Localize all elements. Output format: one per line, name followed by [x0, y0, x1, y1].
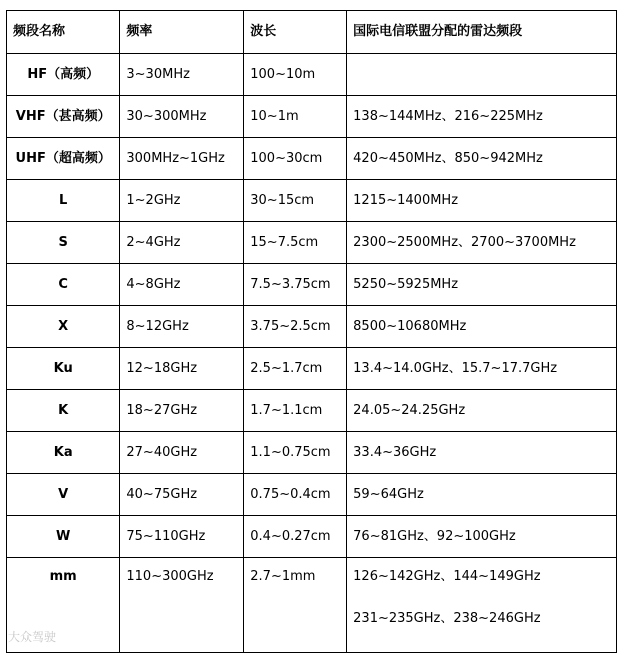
- frequency-cell: 8~12GHz: [120, 306, 244, 348]
- frequency-cell: 110~300GHz: [120, 558, 244, 653]
- table-header-row: [7, 11, 617, 54]
- band-name-cell: Ka: [7, 432, 120, 474]
- band-name-cell: C: [7, 264, 120, 306]
- header-itu-allocation: 国际电信联盟分配的雷达频段: [347, 11, 617, 54]
- wavelength-cell: 1.1~0.75cm: [244, 432, 347, 474]
- frequency-cell: 4~8GHz: [120, 264, 244, 306]
- table-row: [7, 516, 617, 558]
- allocation-cell: 59~64GHz: [347, 474, 617, 516]
- table-row: [7, 474, 617, 516]
- frequency-cell: 2~4GHz: [120, 222, 244, 264]
- band-name-cell: V: [7, 474, 120, 516]
- table-row: [7, 348, 617, 390]
- wavelength-cell: 30~15cm: [244, 180, 347, 222]
- allocation-cell: 420~450MHz、850~942MHz: [347, 138, 617, 180]
- wavelength-cell: 7.5~3.75cm: [244, 264, 347, 306]
- wavelength-cell: 10~1m: [244, 96, 347, 138]
- frequency-cell: 27~40GHz: [120, 432, 244, 474]
- wavelength-cell: 3.75~2.5cm: [244, 306, 347, 348]
- frequency-cell: 40~75GHz: [120, 474, 244, 516]
- allocation-cell: [347, 558, 617, 653]
- allocation-cell: 5250~5925MHz: [347, 264, 617, 306]
- header-frequency: 频率: [120, 11, 244, 54]
- wavelength-cell: 0.75~0.4cm: [244, 474, 347, 516]
- wavelength-cell: 1.7~1.1cm: [244, 390, 347, 432]
- band-name-cell: HF（高频）: [7, 54, 120, 96]
- radar-band-table: [6, 10, 617, 653]
- allocation-line: 126~142GHz、144~149GHz: [353, 569, 541, 584]
- table-row: [7, 138, 617, 180]
- band-name-cell: VHF（甚高频）: [7, 96, 120, 138]
- table-row: [7, 222, 617, 264]
- allocation-cell: 24.05~24.25GHz: [347, 390, 617, 432]
- table-row: [7, 180, 617, 222]
- header-band-name: 频段名称: [7, 11, 120, 54]
- band-name-cell: Ku: [7, 348, 120, 390]
- frequency-cell: 18~27GHz: [120, 390, 244, 432]
- frequency-cell: 75~110GHz: [120, 516, 244, 558]
- wavelength-cell: 15~7.5cm: [244, 222, 347, 264]
- table-row: [7, 432, 617, 474]
- wavelength-cell: 2.7~1mm: [244, 558, 347, 653]
- band-name-cell: X: [7, 306, 120, 348]
- wavelength-cell: 100~10m: [244, 54, 347, 96]
- allocation-cell: [347, 54, 617, 96]
- wavelength-cell: 2.5~1.7cm: [244, 348, 347, 390]
- allocation-cell: 1215~1400MHz: [347, 180, 617, 222]
- allocation-cell: 33.4~36GHz: [347, 432, 617, 474]
- table-row: [7, 264, 617, 306]
- frequency-cell: 12~18GHz: [120, 348, 244, 390]
- allocation-cell: 13.4~14.0GHz、15.7~17.7GHz: [347, 348, 617, 390]
- frequency-cell: 3~30MHz: [120, 54, 244, 96]
- allocation-cell: 8500~10680MHz: [347, 306, 617, 348]
- frequency-cell: 300MHz~1GHz: [120, 138, 244, 180]
- table-row: [7, 558, 617, 653]
- band-name-cell: L: [7, 180, 120, 222]
- frequency-cell: 1~2GHz: [120, 180, 244, 222]
- band-name-cell: mm: [7, 558, 120, 653]
- watermark-text: 大众驾驶: [8, 630, 57, 644]
- allocation-cell: 138~144MHz、216~225MHz: [347, 96, 617, 138]
- band-name-cell: K: [7, 390, 120, 432]
- table-row: [7, 96, 617, 138]
- table-row: [7, 390, 617, 432]
- wavelength-cell: 100~30cm: [244, 138, 347, 180]
- band-name-cell: UHF（超高频）: [7, 138, 120, 180]
- allocation-cell: 2300~2500MHz、2700~3700MHz: [347, 222, 617, 264]
- table-row: [7, 306, 617, 348]
- wavelength-cell: 0.4~0.27cm: [244, 516, 347, 558]
- band-name-cell: W: [7, 516, 120, 558]
- band-name-cell: S: [7, 222, 120, 264]
- allocation-cell: 76~81GHz、92~100GHz: [347, 516, 617, 558]
- frequency-cell: 30~300MHz: [120, 96, 244, 138]
- header-wavelength: 波长: [244, 11, 347, 54]
- table-row: [7, 54, 617, 96]
- allocation-line: 231~235GHz、238~246GHz: [353, 611, 541, 626]
